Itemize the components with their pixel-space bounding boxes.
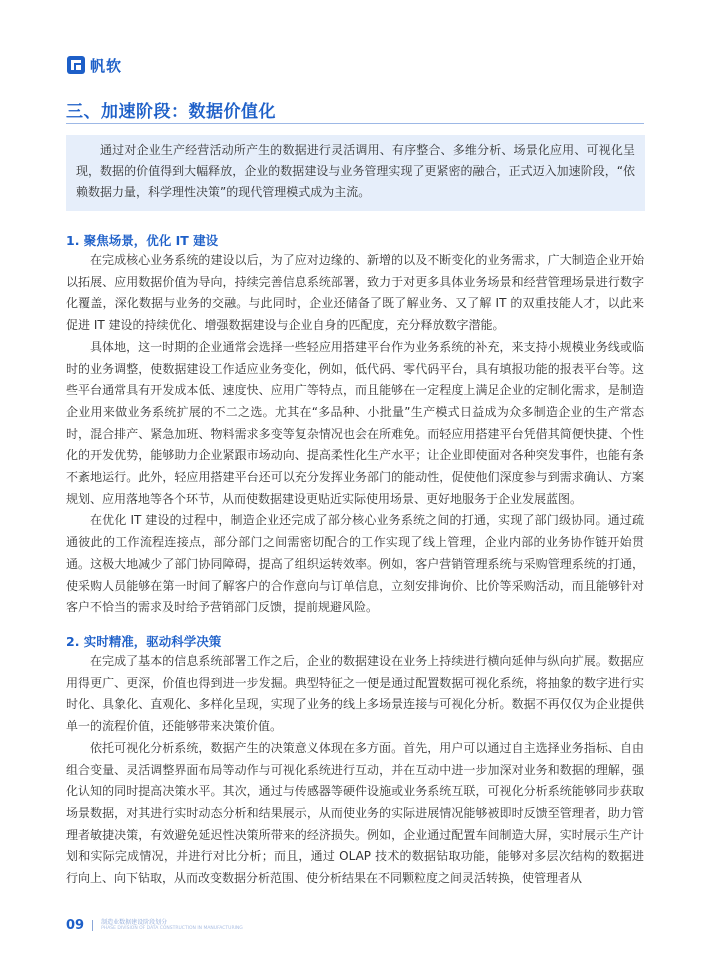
footer-doc-title-group	[101, 919, 243, 932]
fanruan-logo-icon	[67, 56, 85, 74]
subsection-1-title: 1. 聚焦场景，优化 IT 建设	[66, 233, 219, 248]
subsection-2-title: 2. 实时精准，驱动科学决策	[66, 634, 222, 649]
callout-text: 通过对企业生产经营活动所产生的数据进行灵活调用、有序整合、多维分析、场景化应用、可视化呈现，数据的价值得到大幅释放，企业的数据建设与业务管理实现了更紧密的融合，正式迈入加速阶段，“依赖数据力量，科学理性决策”的现代管理模式成为主流。	[76, 143, 635, 199]
paragraph: 在优化 IT 建设的过程中，制造企业还完成了部分核心业务系统之间的打通，实现了部门级协同。通过疏通彼此的工作流程连接点，部分部门之间需密切配合的工作实现了线上管理，企业内部的业务协作链开始贯通。这极大地减少了部门协同障碍，提高了组织运转效率。例如，客户营销管理系统与采购管理系统的打通，使采购人员能够在第一时间了解客户的合作意向与订单信息，立刻安排询价、比价等采购活动，而且能够针对客户不恰当的需求及时给予营销部门反馈，提前规避风险。	[66, 513, 644, 615]
paragraph: 具体地，这一时期的企业通常会选择一些轻应用搭建平台作为业务系统的补充，来支持小规模业务线或临时的业务调整，使数据建设工作适应业务变化，例如，低代码、零代码平台，具有填报功能的报表平台等。这些平台通常具有开发成本低、速度快、应用广等特点，而且能够在一定程度上满足企业的定制化需求，是制造企业用来做业务系统扩展的不二之选。尤其在“多品种、小批量”生产模式日益成为众多制造企业的生产常态时，混合排产、紧急加班、物料需求多变等复杂情况也会在所难免。而轻应用搭建平台凭借其简便快捷、个性化的开发优势，能够助力企业紧跟市场动向、提高柔性化生产水平；让企业即使面对各种突发事件，也能有条不紊地运行。此外，轻应用搭建平台还可以充分发挥业务部门的能动性，促使他们深度参与到需求确认、方案规划、应用落地等各个环节，从而使数据建设更贴近实际使用场景、更好地服务于企业发展蓝图。	[66, 339, 644, 506]
paragraph: 在完成了基本的信息系统部署工作之后，企业的数据建设在业务上持续进行横向延伸与纵向扩展。数据应用得更广、更深，价值也得到进一步发掘。典型特征之一便是通过配置数据可视化系统，将抽象的数字进行实时化、具象化、直观化、多样化呈现，实现了业务的线上多场景连接与可视化分析。数据不再仅仅为企业提供单一的流程价值，还能够带来决策价值。	[66, 654, 644, 734]
page-footer	[66, 916, 243, 934]
subsection-2-body	[66, 651, 644, 890]
footer-doc-subtitle: PHASE DIVISION OF DATA CONSTRUCTION IN MANUFACTURING	[101, 925, 243, 931]
paragraph: 依托可视化分析系统，数据产生的决策意义体现在多方面。首先，用户可以通过自主选择业务指标、自由组合变量、灵活调整界面布局等动作与可视化系统进行互动，并在互动中进一步加深对业务和数据的理解，强化认知的同时提高决策水平。其次，通过与传感器等硬件设施或业务系统互联，可视化分析系统能够同步获取场景数据，对其进行实时动态分析和结果展示，从而使业务的实际进展情况能够被即时反馈至管理者，助力管理者敏捷决策，有效避免延迟性决策所带来的经济损失。例如，企业通过配置车间制造大屏，实时展示生产计划和实际完成情况，并进行对比分析；而且，通过 OLAP 技术的数据钻取功能，能够对多层次结构的数据进行向上、向下钻取，从而改变数据分析范围、使分析结果在不同颗粒度之间灵活转换，使管理者从	[66, 740, 644, 886]
footer-separator	[92, 920, 93, 931]
section-title: 三、加速阶段：数据价值化	[66, 102, 276, 122]
summary-callout	[66, 135, 645, 211]
subsection-1-body	[66, 250, 644, 619]
paragraph: 在完成核心业务系统的建设以后，为了应对边缘的、新增的以及不断变化的业务需求，广大制造企业开始以拓展、应用数据价值为导向，持续完善信息系统部署，致力于对更多具体业务场景和经营管理场景进行数字化覆盖，深化数据与业务的交融。与此同时，企业还储备了既了解业务、又了解 IT 的双重技能人才，以此来促进 IT 建设的持续优化、增强数据建设与企业自身的匹配度，充分释放数字潜能。	[66, 253, 644, 333]
brand-logo	[67, 54, 122, 76]
brand-name: 帆软	[90, 56, 123, 75]
title-divider	[66, 123, 644, 124]
page-number: 09	[66, 917, 85, 933]
footer-doc-title: 制造业数据建设阶段划分	[101, 918, 168, 926]
